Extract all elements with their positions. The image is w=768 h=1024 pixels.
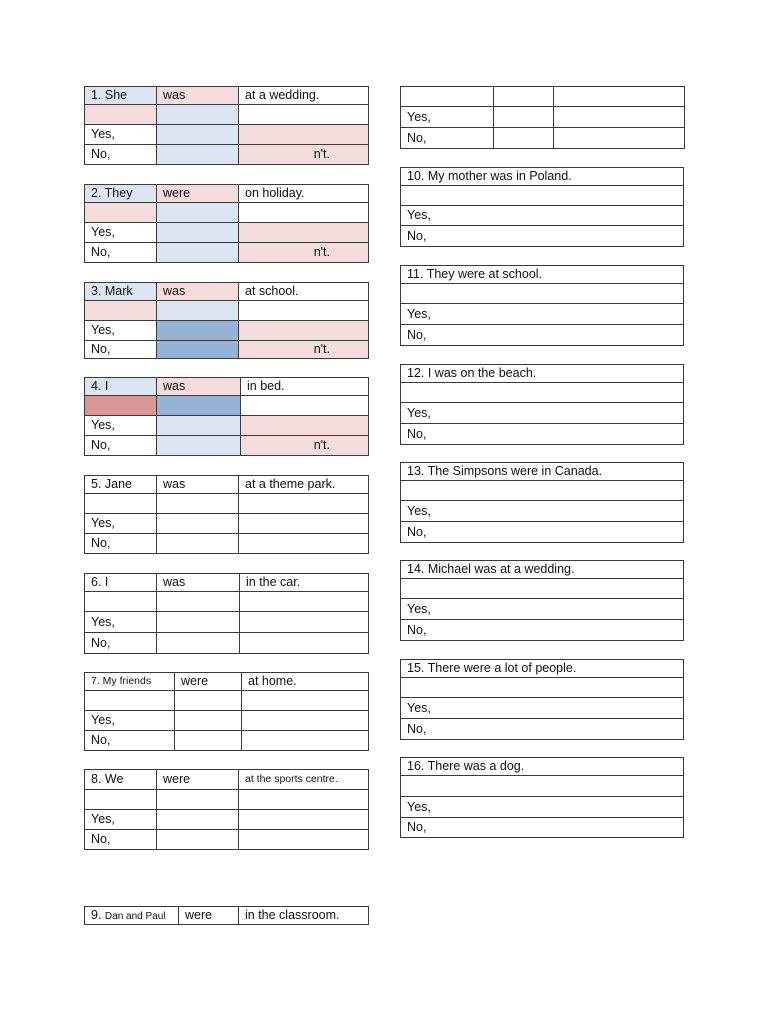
no-verb-cell[interactable] xyxy=(239,534,369,554)
exercise-table-13 xyxy=(400,462,684,543)
yes-subject-cell[interactable] xyxy=(157,416,241,436)
no-answer-cell[interactable]: No, xyxy=(401,226,684,247)
verb-cell: were xyxy=(157,185,239,203)
yes-answer-cell[interactable]: Yes, xyxy=(401,797,684,818)
no-subject-cell[interactable] xyxy=(157,436,241,456)
no-verb-cell[interactable] xyxy=(242,731,369,751)
question-place-cell[interactable] xyxy=(554,87,685,107)
exercise-table-6 xyxy=(84,573,369,654)
yes-label: Yes, xyxy=(401,107,494,128)
question-verb-cell[interactable] xyxy=(85,494,157,514)
question-verb-cell[interactable] xyxy=(85,301,157,321)
no-label: No, xyxy=(85,243,157,263)
sentence-cell: 14. Michael was at a wedding. xyxy=(401,561,684,579)
no-verb-cell[interactable] xyxy=(240,633,369,654)
no-label: No, xyxy=(85,633,157,654)
exercise-table-11 xyxy=(400,265,684,346)
no-answer-cell[interactable]: No, xyxy=(401,818,684,838)
exercise-table-16 xyxy=(400,757,684,838)
no-verb-cell[interactable] xyxy=(554,128,685,149)
yes-verb-cell[interactable] xyxy=(241,416,369,436)
question-verb-cell[interactable] xyxy=(85,592,157,612)
yes-subject-cell[interactable] xyxy=(157,125,239,145)
question-verb-cell[interactable] xyxy=(85,396,157,416)
exercise-table-3 xyxy=(84,282,369,359)
yes-subject-cell[interactable] xyxy=(157,514,239,534)
place-cell: at home. xyxy=(242,673,369,691)
exercise-table-8 xyxy=(84,769,369,850)
subject-cell: 8. We xyxy=(85,770,157,790)
exercise-table-12 xyxy=(400,364,684,445)
no-subject-cell[interactable] xyxy=(157,341,239,359)
no-answer-cell[interactable]: No, xyxy=(401,424,684,445)
question-subject-cell[interactable] xyxy=(494,87,554,107)
question-answer-cell[interactable] xyxy=(401,284,684,304)
yes-answer-cell[interactable]: Yes, xyxy=(401,501,684,522)
yes-label: Yes, xyxy=(85,321,157,341)
place-cell: in the car. xyxy=(240,574,369,592)
question-answer-cell[interactable] xyxy=(401,678,684,698)
exercise-table-9 xyxy=(84,906,369,925)
question-place-cell[interactable] xyxy=(239,301,369,321)
yes-verb-cell[interactable] xyxy=(239,810,369,830)
yes-answer-cell[interactable]: Yes, xyxy=(401,304,684,325)
question-subject-cell[interactable] xyxy=(157,301,239,321)
exercise-table-10 xyxy=(400,167,684,247)
verb-cell: was xyxy=(157,87,239,105)
question-subject-cell[interactable] xyxy=(157,790,239,810)
subject-cell: 1. She xyxy=(85,87,157,105)
no-subject-cell[interactable] xyxy=(494,128,554,149)
sentence-cell: 16. There was a dog. xyxy=(401,758,684,776)
yes-subject-cell[interactable] xyxy=(157,223,239,243)
yes-verb-cell[interactable] xyxy=(240,612,369,633)
sentence-cell: 15. There were a lot of people. xyxy=(401,660,684,678)
verb-cell: was xyxy=(157,574,240,592)
yes-label: Yes, xyxy=(85,810,157,830)
subject-cell: 2. They xyxy=(85,185,157,203)
no-answer-cell[interactable]: No, xyxy=(401,620,684,641)
yes-answer-cell[interactable]: Yes, xyxy=(401,599,684,620)
question-verb-cell[interactable] xyxy=(85,790,157,810)
no-subject-cell[interactable] xyxy=(157,830,239,850)
yes-label: Yes, xyxy=(85,223,157,243)
yes-verb-cell[interactable] xyxy=(239,321,369,341)
yes-verb-cell[interactable] xyxy=(239,223,369,243)
no-verb-cell[interactable]: n't. xyxy=(239,145,369,165)
yes-label: Yes, xyxy=(85,514,157,534)
question-place-cell[interactable] xyxy=(239,105,369,125)
yes-subject-cell[interactable] xyxy=(157,612,240,633)
verb-cell: was xyxy=(157,378,241,396)
subject-cell: 4. I xyxy=(85,378,157,396)
sentence-cell: 10. My mother was in Poland. xyxy=(401,168,684,186)
no-verb-cell[interactable]: n't. xyxy=(239,341,369,359)
yes-label: Yes, xyxy=(85,125,157,145)
no-answer-cell[interactable]: No, xyxy=(401,719,684,740)
question-answer-cell[interactable] xyxy=(401,481,684,501)
no-label: No, xyxy=(85,731,175,751)
exercise-table-14 xyxy=(400,560,684,641)
question-place-cell[interactable] xyxy=(241,396,369,416)
question-answer-cell[interactable] xyxy=(401,186,684,206)
subject-cell: 7. My friends xyxy=(85,673,175,691)
place-cell: at a wedding. xyxy=(239,87,369,105)
question-verb-cell[interactable] xyxy=(85,105,157,125)
question-place-cell[interactable] xyxy=(239,790,369,810)
place-cell: in bed. xyxy=(241,378,369,396)
sentence-cell: 12. I was on the beach. xyxy=(401,365,684,383)
no-subject-cell[interactable] xyxy=(157,534,239,554)
question-place-cell[interactable] xyxy=(242,691,369,711)
yes-verb-cell[interactable] xyxy=(239,125,369,145)
exercise-table-15 xyxy=(400,659,684,740)
verb-cell: were xyxy=(175,673,242,691)
question-place-cell[interactable] xyxy=(239,494,369,514)
no-subject-cell[interactable] xyxy=(157,633,240,654)
exercise-table-5 xyxy=(84,475,369,554)
yes-answer-cell[interactable]: Yes, xyxy=(401,403,684,424)
yes-answer-cell[interactable]: Yes, xyxy=(401,698,684,719)
no-subject-cell[interactable] xyxy=(157,145,239,165)
no-label: No, xyxy=(85,436,157,456)
verb-cell: was xyxy=(157,476,239,494)
verb-cell: were xyxy=(179,907,239,925)
place-cell: at school. xyxy=(239,283,369,301)
no-label: No, xyxy=(85,534,157,554)
yes-verb-cell[interactable] xyxy=(242,711,369,731)
verb-cell: were xyxy=(157,770,239,790)
no-verb-cell[interactable]: n't. xyxy=(239,243,369,263)
no-answer-cell[interactable]: No, xyxy=(401,325,684,346)
question-place-cell[interactable] xyxy=(239,203,369,223)
item-number: 9. xyxy=(91,908,102,922)
yes-subject-cell[interactable] xyxy=(157,810,239,830)
item-subject: Dan and Paul xyxy=(104,911,166,922)
no-subject-cell[interactable] xyxy=(157,243,239,263)
place-cell: at the sports centre. xyxy=(239,770,369,790)
no-label: No, xyxy=(85,830,157,850)
exercise-table-7 xyxy=(84,672,369,751)
no-label: No, xyxy=(85,145,157,165)
question-answer-cell[interactable] xyxy=(401,776,684,797)
verb-cell: was xyxy=(157,283,239,301)
yes-verb-cell[interactable] xyxy=(239,514,369,534)
exercise-table-1 xyxy=(84,86,369,165)
yes-subject-cell[interactable] xyxy=(175,711,242,731)
subject-cell: 6. I xyxy=(85,574,157,592)
place-cell: on holiday. xyxy=(239,185,369,203)
no-verb-cell[interactable] xyxy=(239,830,369,850)
subject-cell xyxy=(85,907,179,925)
question-verb-cell[interactable] xyxy=(85,203,157,223)
sentence-cell: 11. They were at school. xyxy=(401,266,684,284)
subject-cell: 5. Jane xyxy=(85,476,157,494)
no-subject-cell[interactable] xyxy=(175,731,242,751)
question-subject-cell[interactable] xyxy=(157,396,241,416)
subject-cell: 3. Mark xyxy=(85,283,157,301)
yes-label: Yes, xyxy=(85,711,175,731)
sentence-cell: 13. The Simpsons were in Canada. xyxy=(401,463,684,481)
no-label: No, xyxy=(401,128,494,149)
question-subject-cell[interactable] xyxy=(157,494,239,514)
yes-answer-cell[interactable]: Yes, xyxy=(401,206,684,226)
no-answer-cell[interactable]: No, xyxy=(401,522,684,543)
place-cell: at a theme park. xyxy=(239,476,369,494)
question-verb-cell[interactable] xyxy=(401,87,494,107)
yes-label: Yes, xyxy=(85,612,157,633)
question-subject-cell[interactable] xyxy=(157,203,239,223)
yes-subject-cell[interactable] xyxy=(157,321,239,341)
no-label: No, xyxy=(85,341,157,359)
question-verb-cell[interactable] xyxy=(85,691,175,711)
no-verb-cell[interactable]: n't. xyxy=(241,436,369,456)
exercise-table-4 xyxy=(84,377,369,456)
yes-subject-cell[interactable] xyxy=(494,107,554,128)
yes-label: Yes, xyxy=(85,416,157,436)
exercise-table-2 xyxy=(84,184,369,263)
question-answer-cell[interactable] xyxy=(401,383,684,403)
yes-verb-cell[interactable] xyxy=(554,107,685,128)
question-subject-cell[interactable] xyxy=(157,105,239,125)
place-cell: in the classroom. xyxy=(239,907,369,925)
exercise-table-9-answers xyxy=(400,86,685,149)
question-place-cell[interactable] xyxy=(240,592,369,612)
question-subject-cell[interactable] xyxy=(157,592,240,612)
question-answer-cell[interactable] xyxy=(401,579,684,599)
question-subject-cell[interactable] xyxy=(175,691,242,711)
